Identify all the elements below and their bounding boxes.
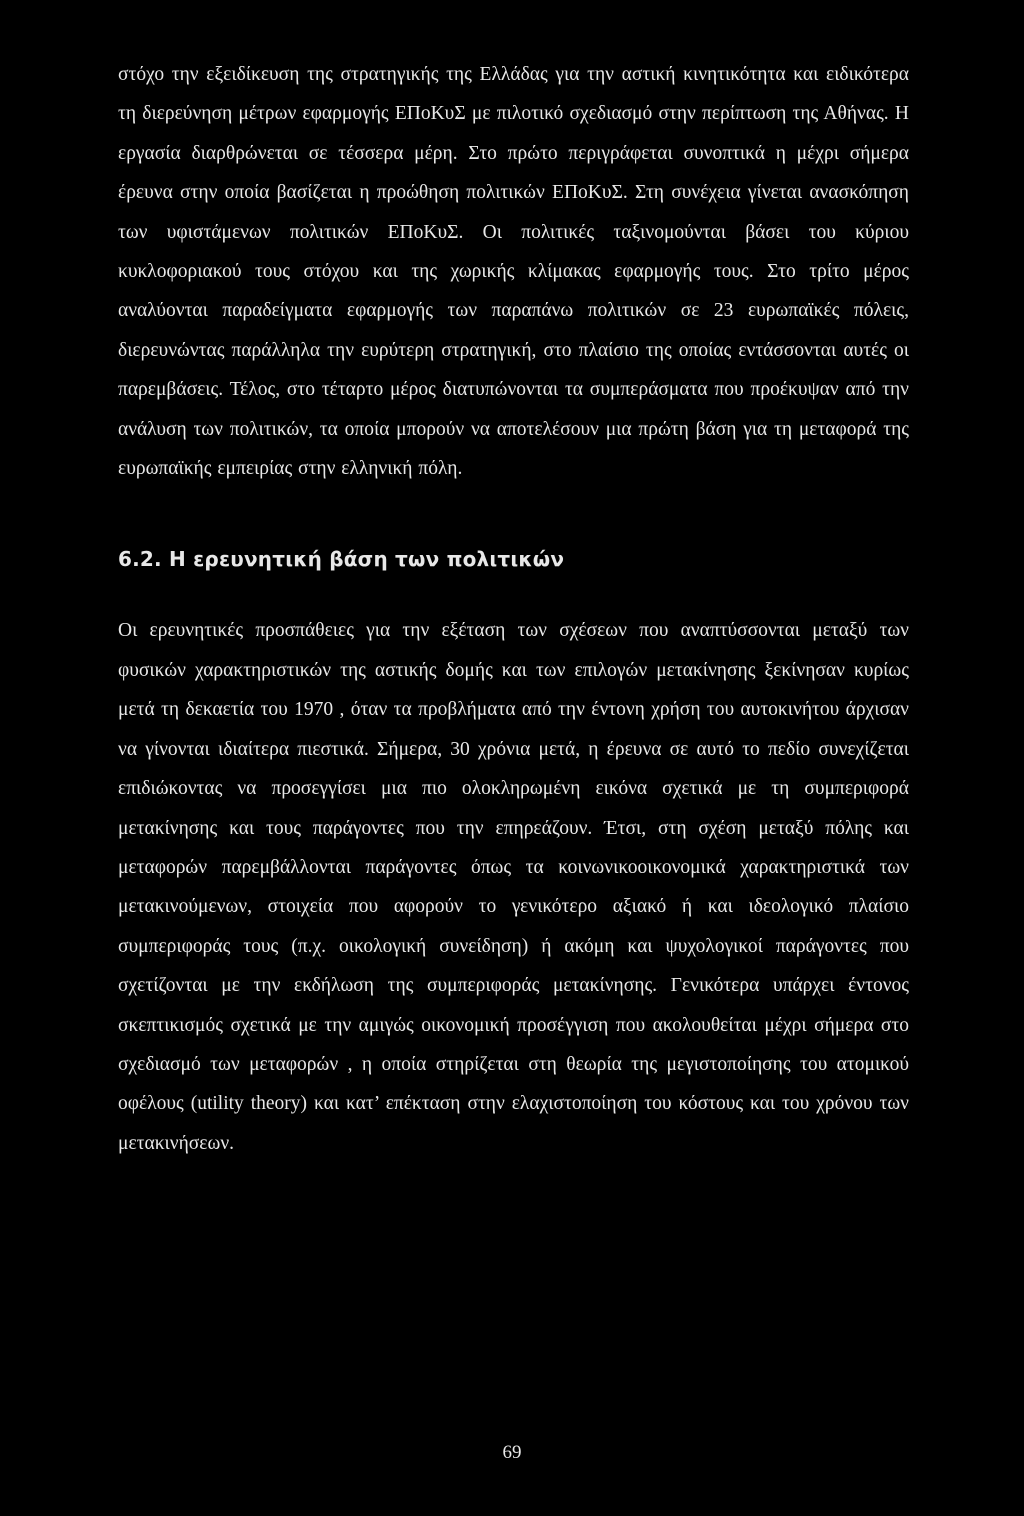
body-paragraph-1: στόχο την εξειδίκευση της στρατηγικής της Ελλάδας για την αστική κινητικότητα και ειδικότερα τη διερεύνηση μέτρων εφαρμογής ΕΠοΚυΣ με πιλοτικό σχεδιασμό στην περίπτωση της Αθήνας. Η εργασία διαρθρώνεται σε τέσσερα μέρη. Στο πρώτο περιγράφεται συνοπτικά η μέχρι σήμερα έρευνα στην οποία βασίζεται η προώθηση πολιτικών ΕΠοΚυΣ. Στη συνέχεια γίνεται ανασκόπηση των υφιστάμενων πολιτικών ΕΠοΚυΣ. Οι πολιτικές ταξινομούνται βάσει του κύριου κυκλοφοριακού τους στόχου και της χωρικής κλίμακας εφαρμογής τους. Στο τρίτο μέρος αναλύονται παραδείγματα εφαρμογής των παραπάνω πολιτικών σε 23 ευρωπαϊκές πόλεις, διερευνώντας παράλληλα την ευρύτερη στρατηγική, στο πλαίσιο της οποίας εντάσσονται αυτές οι παρεμβάσεις. Τέλος, στο τέταρτο μέρος διατυπώνονται τα συμπεράσματα που προέκυψαν από την ανάλυση των πολιτικών, τα οποία μπορούν να αποτελέσουν μια πρώτη βάση για τη μεταφορά της ευρωπαϊκής εμπειρίας στην ελληνική πόλη. (118, 64, 909, 480)
body-paragraph-2: Οι ερευνητικές προσπάθειες για την εξέταση των σχέσεων που αναπτύσσονται μεταξύ των φυσικών χαρακτηριστικών της αστικής δομής και των επιλογών μετακίνησης ξεκίνησαν κυρίως μετά τη δεκαετία του 1970 , όταν τα προβλήματα από την έντονη χρήση του αυτοκινήτου άρχισαν να γίνονται ιδιαίτερα πιεστικά. Σήμερα, 30 χρόνια μετά, η έρευνα σε αυτό το πεδίο συνεχίζεται επιδιώκοντας να προσεγγίσει μια πιο ολοκληρωμένη εικόνα σχετικά με τη συμπεριφορά μετακίνησης και τους παράγοντες που την επηρεάζουν. Έτσι, στη σχέση μεταξύ πόλης και μεταφορών παρεμβάλλονται παράγοντες όπως τα κοινωνικοοικονομικά χαρακτηριστικά των μετακινούμενων, στοιχεία που αφορούν το γενικότερο αξιακό ή και ιδεολογικό πλαίσιο συμπεριφοράς τους (π.χ. οικολογική συνείδηση) ή ακόμη και ψυχολογικοί παράγοντες που σχετίζονται με την εκδήλωση της συμπεριφοράς μετακίνησης. Γενικότερα υπάρχει έντονος σκεπτικισμός σχετικά με την αμιγώς οικονομική προσέγγιση που ακολουθείται μέχρι σήμερα στο σχεδιασμό των μεταφορών , η οποία στηρίζεται στη θεωρία της μεγιστοποίησης του ατομικού οφέλους (utility theory) και κατ’ επέκταση στην ελαχιστοποίηση του κόστους και του χρόνου των μετακινήσεων. (118, 620, 909, 1154)
document-page (118, 55, 909, 1163)
section-heading: 6.2. Η ερευνητική βάση των πολιτικών (118, 547, 565, 572)
page-number: 69 (502, 1442, 522, 1463)
